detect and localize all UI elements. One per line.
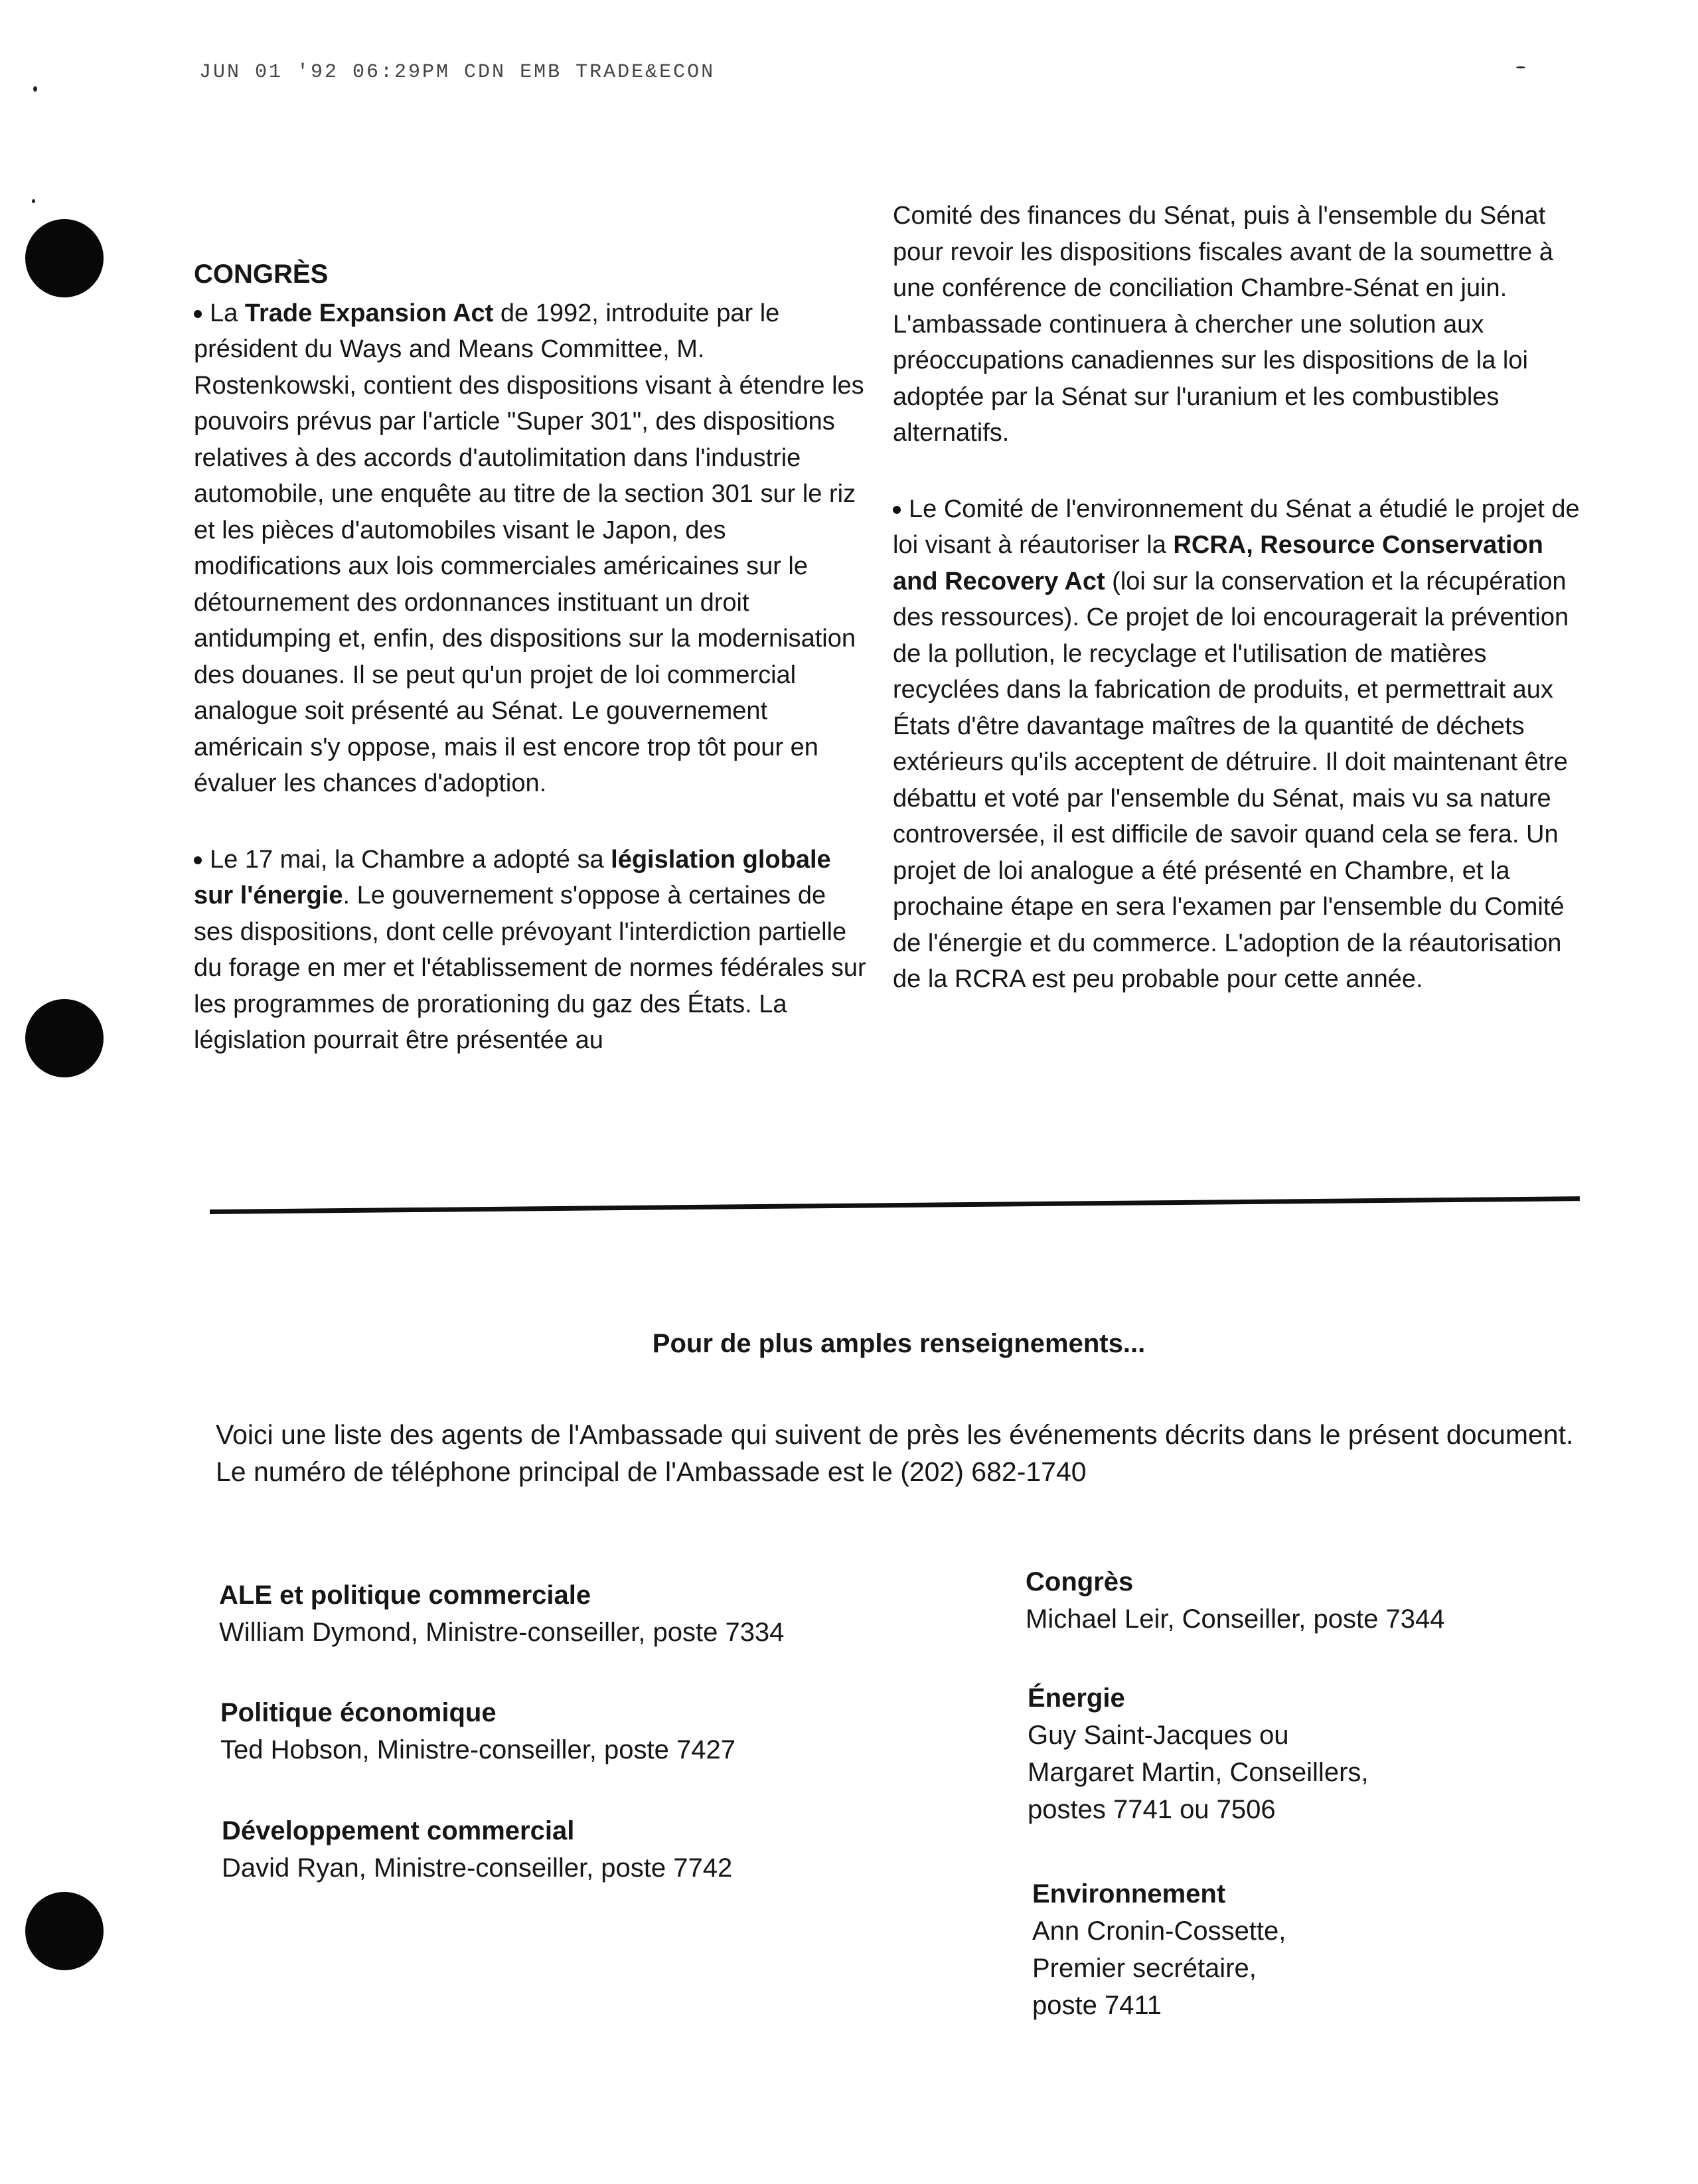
left-column xyxy=(194,256,868,1059)
contact-line: David Ryan, Ministre-conseiller, poste 7742 xyxy=(222,1853,733,1883)
contact-line: Michael Leir, Conseiller, poste 7344 xyxy=(1026,1604,1445,1634)
item-text: . Le gouvernement s'oppose à certaines de ses dispositions, dont celle prévoyant l'interdiction partielle du forage en mer et l'établissement de normes fédérales sur les programmes de prorationing du gaz des États. La législation pourrait être présentée au xyxy=(194,882,866,1054)
news-item-trade-act xyxy=(194,295,868,802)
contact-environnement xyxy=(1032,1875,1286,2024)
scan-speck xyxy=(1516,66,1525,68)
punch-hole xyxy=(25,1892,104,1970)
item-text: La xyxy=(210,299,245,327)
contact-energie xyxy=(1028,1679,1369,1828)
contact-line: Ted Hobson, Ministre-conseiller, poste 7427 xyxy=(220,1735,735,1764)
news-item-rcra xyxy=(893,491,1583,998)
item-bold-text: RCRA, Resource Conservation and Recovery Act xyxy=(893,531,1543,595)
news-item-energy xyxy=(194,842,868,1059)
item-bold-text: Trade Expansion Act xyxy=(244,299,494,327)
punch-hole xyxy=(25,219,104,297)
section-divider xyxy=(210,1196,1580,1214)
scan-speck xyxy=(33,86,37,92)
contact-title: Énergie xyxy=(1028,1683,1125,1713)
contact-line: postes 7741 ou 7506 xyxy=(1028,1795,1276,1824)
item-text: Le 17 mai, la Chambre a adopté sa xyxy=(210,845,611,874)
contacts-intro: Voici une liste des agents de l'Ambassade qui suivent de près les événements décrits dans le présent document. Le numéro de téléphone principal de l'Ambassade est le (202) 682-1740 xyxy=(216,1419,1574,1487)
contact-economic-policy xyxy=(220,1694,735,1768)
contact-title: Politique économique xyxy=(220,1698,497,1727)
continuation-text: Comité des finances du Sénat, puis à l'ensemble du Sénat pour revoir les dispositions fiscales avant de la soumettre à une conférence de conciliation Chambre-Sénat en juin. L'ambassade continuera à chercher une solution aux préoccupations canadiennes sur les dispositions de la loi adoptée par la Sénat sur l'uranium et les combustibles alternatifs. xyxy=(893,202,1553,447)
contact-line: Premier secrétaire, xyxy=(1032,1954,1257,1983)
contact-ale xyxy=(219,1577,784,1651)
contact-line: Margaret Martin, Conseillers, xyxy=(1028,1758,1369,1787)
contact-line: William Dymond, Ministre-conseiller, poste 7334 xyxy=(219,1618,785,1647)
item-text: (loi sur la conservation et la récupération des ressources). Ce projet de loi encouragerait la prévention de la pollution, le recyclage et l'utilisation de matières recyclées dans la fabrication de produits, et permettrait aux États d'être davantage maîtres de la quantité de déchets extérieurs qu'ils acceptent de détruire. Il doit maintenant être débattu et voté par l'ensemble du Sénat, mais vu sa nature controversée, il est difficile de savoir quand cela se fera. Un projet de loi analogue a été présenté en Chambre, et la prochaine étape en sera l'examen par l'ensemble du Comité de l'énergie et du commerce. L'adoption de la réautorisation de la RCRA est peu probable pour cette année. xyxy=(893,567,1569,993)
contact-line: Ann Cronin-Cossette, xyxy=(1032,1916,1286,1946)
contact-congres xyxy=(1026,1563,1444,1638)
item-text: de 1992, introduite par le président du Ways and Means Committee, M. Rostenkowski, contient des dispositions visant à étendre les pouvoirs prévus par l'article "Super 301", des dispositions relatives à des accords d'autolimitation dans l'industrie automobile, une enquête au titre de la section 301 sur le riz et les pièces d'automobiles visant le Japon, des modifications aux lois commerciales américaines sur le détournement des ordonnances instituant un droit antidumping et, enfin, des dispositions sur la modernisation des douanes. Il se peut qu'un projet de loi commercial analogue soit présenté au Sénat. Le gouvernement américain s'y oppose, mais il est encore trop tôt pour en évaluer les chances d'adoption. xyxy=(194,299,864,797)
item-text: Le Comité de l'environnement du Sénat a étudié le projet de loi visant à réautoriser la xyxy=(893,495,1580,559)
contact-line: poste 7411 xyxy=(1032,1991,1162,2020)
fax-header: JUN 01 '92 06:29PM CDN EMB TRADE&ECON xyxy=(199,61,716,84)
section-heading-congres: CONGRÈS xyxy=(194,260,329,289)
contact-line: Guy Saint-Jacques ou xyxy=(1028,1721,1289,1750)
contacts-title: Pour de plus amples renseignements... xyxy=(652,1329,1146,1358)
contact-title: Développement commercial xyxy=(222,1816,575,1845)
contact-business-dev xyxy=(222,1812,732,1887)
punch-hole xyxy=(25,999,104,1077)
contact-title: ALE et politique commerciale xyxy=(219,1581,591,1610)
right-column xyxy=(893,198,1583,998)
contact-title: Congrès xyxy=(1026,1567,1134,1597)
scan-speck xyxy=(32,199,35,203)
item-bold-text: législation globale sur l'énergie xyxy=(194,845,831,909)
contact-title: Environnement xyxy=(1032,1879,1226,1909)
